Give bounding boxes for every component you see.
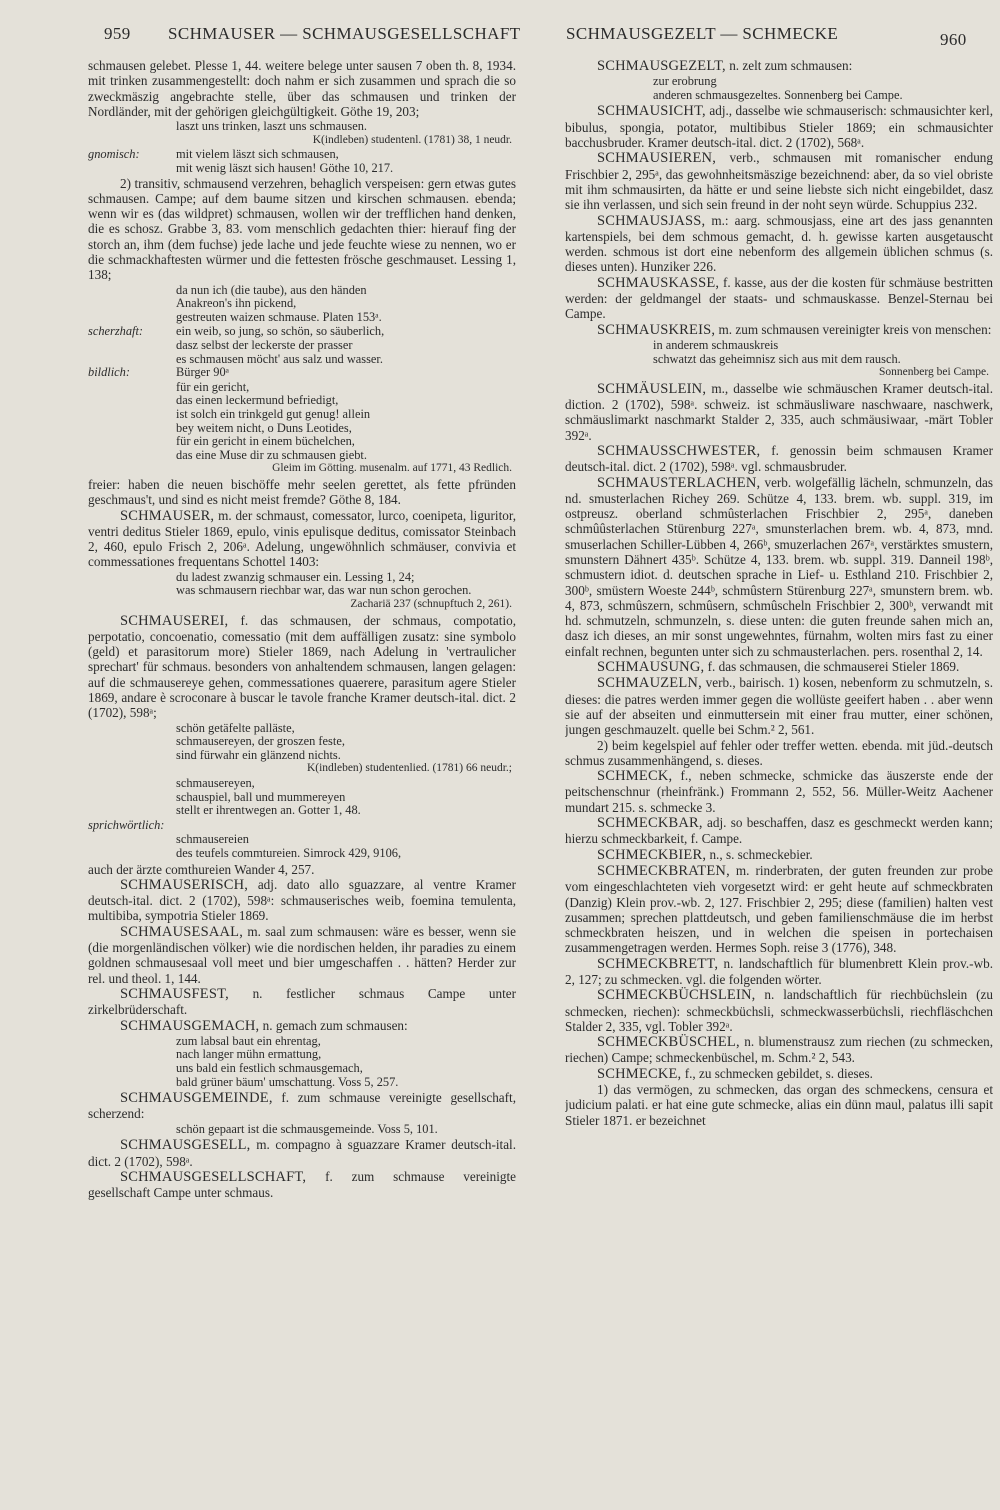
verse-line: Bürger 90ᵃ (176, 365, 230, 380)
entry-headword: SCHMAUSKREIS, (597, 321, 716, 338)
verse-line: für ein gericht in einem büchelchen, (176, 434, 355, 449)
verse-line: schauspiel, ball und mummereyen (176, 789, 346, 804)
entry-headword: SCHMAUSIEREN, (597, 150, 717, 167)
verse-line: ist solch ein trinkgeld gut genug! allein (176, 406, 371, 421)
entry-headword: SCHMECKBÜSCHEL, (597, 1034, 740, 1051)
verse-quote (565, 339, 993, 380)
entry-body: m. compagno à sguazzare Kramer deutsch-ital. dict. 2 (1702), 598ᵃ. (88, 1137, 516, 1169)
verse-line: laszt uns trinken, laszt uns schmausen. (176, 119, 367, 134)
dictionary-entry (565, 381, 993, 443)
verse-line: was schmausern riechbar war, das war nun schon gerochen. (176, 583, 472, 598)
entry-body: verb. wolgefällig lächeln, schmunzeln, das nd. smusterlachen Richey 269. Schütze 4, 133. brem. wb. suppl. 319, im ostpreusz. oberland schmûsterlachen Frischbier 2, 295ᵃ, daneben schmûûsterlachen Stürenburg 227ᵃ, smunsterlachen brem. wb. 4, 873, mnd. smuserlachen Schiller-Lübben 4, 266ᵇ, smuzerlachen 267ᵃ, verstärktes smustern, smunstern Dähnert 435ᵇ. Schütze 4, 133. brem. wb. suppl. 319. Danneil 198ᵇ, schmustern idiot. d. deutschen sprache in Lief- u. Esthland 210. Frischbier 2, 300ᵇ, smüstern Woeste 244ᵇ, schmûstern Stürenburg 227ᵃ, smunstern brem. wb. 4, 873, schmûszern, schmûsern, schmûscheln Frischbier 2, 300ᵇ, verwandt mit hd. schmutzeln, schmunzeln, s. diese unten: die guten freunde sahen mich an, dasz ich dieses, an mir sonst ungewehntes, fürnahm, wolten mirs fast zu einer einfalt rechnen, begunten unter sich zu schmausterlachen. pers. rosenthal 2, 14. (565, 474, 993, 659)
quote-source: Zachariä 237 (schnupftuch 2, 261). (350, 597, 512, 610)
entry-headword: SCHMECKBIER, (597, 846, 707, 863)
dictionary-entry (565, 150, 993, 212)
entry-headword: SCHMAUSGEZELT, (597, 58, 726, 74)
entry-text (88, 477, 516, 508)
dictionary-entry (88, 613, 516, 721)
entry-body: adj., dasselbe wie schmauserisch: schmausichter kerl, bibulus, spongia, potator, multibibus Stieler 1869; ein schmausichter bacchusbruder. Kramer deutsch-ital. dict. 2 (1702), 568ᵃ. (565, 103, 993, 151)
entry-headword: SCHMÄUSLEIN, (597, 380, 707, 397)
dictionary-entry (88, 508, 516, 570)
entry-body: f. zum schmause vereinigte gesellschaft Campe unter schmaus. (88, 1168, 516, 1201)
verse-quote (88, 284, 516, 325)
entry-body: f. das schmausen, der schmaus, compotatio, perpotatio, concoenatio, comessatio (mit dem auffälligen zusatz: sine symbolo (geld) et parasitorum more) Stieler 1869, nach Adelung in 'vertraulicher sprechart' für schmaus. besonders von anhaltendem schmausen, langen gelagen: auf die schmausereye gehen, commessationes quaerere, parasitum agere Stieler 1869, andare è scroconare à buscar le tavole franche Kramer deutsch-ital. dict. 2 (1702), 598ᵃ; (88, 612, 516, 721)
quote-source: Sonnenberg bei Campe. (879, 366, 989, 379)
verse-line: du ladest zwanzig schmauser ein. Lessing 1, 24; (176, 569, 415, 584)
usage-label: bildlich: (88, 365, 130, 380)
entry-body: verb., bairisch. 1) kosen, nebenform zu schmutzeln, s. dieses: die patres werden immer gegen die wollüste geeifert haben . . aber wenn sie auf der abseiten und einmuttersein mit einer frau mutter, einer schönen, jungen geschmauzelt. quelle bei Schm.² 2, 561. (565, 675, 993, 738)
verse-line: ein weib, so jung, so schön, so säuberlich, (176, 324, 385, 339)
verse-lines (176, 325, 516, 366)
entry-headword: SCHMECKBRETT, (597, 955, 719, 972)
usage-label: gnomisch: (88, 147, 140, 162)
dictionary-entry (565, 322, 993, 338)
entry-body: m. der schmaust, comessator, lurco, coenipeta, liguritor, ventri deditus Stieler 1869, epulo, vinis epulisque deditus, comissator Steinbach 2, 460, epulo Frisch 2, 206ᵃ. Adelung, ungewöhnlich schmäuser, convivia et commessationes frequentans Schottel 1403: (88, 507, 516, 570)
dictionary-entry (88, 877, 516, 924)
dictionary-entry (88, 924, 516, 986)
entry-headword: SCHMAUSGEMACH, (120, 1017, 260, 1034)
dictionary-entry (565, 213, 993, 275)
entry-body: m. saal zum schmausen: wäre es besser, wenn sie (die morgenländischen völker) wie die nordischen helden, ihr paradies zu einem goldnen schmausesaal voll meet und bier umgeschaffen . . hätten? Herder zur rel. und theol. 1, 144. (88, 923, 516, 986)
entry-headword: SCHMAUSTERLACHEN, (597, 474, 761, 491)
dictionary-entry (565, 847, 993, 863)
entry-body: adj. dato allo sguazzare, al ventre Kramer deutsch-ital. dict. 2 (1702), 598ᵃ: schmauserisches weib, foemina temulenta, multibiba, sympotria Stieler 1869. (88, 876, 516, 924)
labeled-quote (88, 325, 516, 366)
dictionary-entry (565, 675, 993, 737)
verse-quote (88, 722, 516, 776)
dictionary-entry (565, 987, 993, 1034)
entry-body: schmausen gelebet. Plesse 1, 44. weitere belege unter sausen 7 oben th. 8, 1934. mit trinken zusammengestellt: doch nahm er sich zusammen und sprach die so zweckmäszig angebrachte stelle, über das schmausen und trinken der Nordländer, mit der gehörigen gleichgültigkeit. Göthe 19, 203; (88, 58, 516, 119)
entry-body: freier: haben die neuen bischöffe mehr seelen gerettet, als fette pfründen geschmaus't, und sind es nicht meist fremde? Göthe 8, 184. (88, 476, 516, 508)
verse-line: stellt er ihrentwegen an. Gotter 1, 48. (176, 803, 361, 818)
verse-line: anderen schmausgezeltes. Sonnenberg bei Campe. (653, 87, 903, 102)
entry-body: auch der ärzte comthureien Wander 4, 257. (88, 861, 315, 877)
entry-body: 1) das vermögen, zu schmecken, das organ des schmeckens, censura et judicium palati. er hat eine gute schmecke, alias ein dünn maul, palatus illi sapit Stieler 1871. er bezeichnet (565, 1082, 993, 1128)
entry-headword: SCHMAUZELN, (597, 675, 702, 692)
verse-lines (176, 148, 516, 175)
entry-text (88, 176, 516, 283)
entry-body: m. rinderbraten, der guten freunden zur probe vom eingeschlachteten vieh vorgesetzt wird: er geht heute auf schmeckbraten (Danzig) Klein prov.-wb. 2, 127. Frischbier 2, 295; diese (familien) halten vest zusammen; sprechen plattdeutsch, und geben familienschmäuse die im herbst schmeckbraten heiszen, und in welchen die speisen in portechaisen zusammengetragen werden. Hermes Soph. reise 3 (1776), 348. (565, 862, 993, 956)
dictionary-entry (565, 1066, 993, 1082)
entry-headword: SCHMECK, (597, 768, 673, 785)
entry-body: n., s. schmeckebier. (709, 846, 813, 862)
verse-line: zum labsal baut ein ehrentag, (176, 1033, 321, 1048)
dictionary-entry (565, 275, 993, 322)
verse-quote (88, 833, 516, 860)
verse-quote (88, 571, 516, 612)
entry-headword: SCHMECKBAR, (597, 815, 703, 832)
entry-headword: SCHMAUSESAAL, (120, 923, 244, 940)
running-title-right: SCHMAUSGEZELT — SCHMECKE (566, 24, 839, 43)
entry-body: verb., schmausen mit romanischer endung Frischbier 2, 295ᵃ, das gewohnheitsmäszige bezeichnend: aber, da so viel obriste mit ihm schmausirten, da hätte er und seine liebste sich nicht eingebildet, dasz sie ihn verlassen, und sich sein freund in der noht seyn würde. Schuppius 232. (565, 150, 993, 213)
verse-line: sind fürwahr ein glänzend nichts. (176, 747, 341, 762)
quote-source: K(indleben) studentenlied. (1781) 66 neudr.; (306, 762, 512, 775)
page-number-left: 959 (104, 24, 131, 43)
entry-headword: SCHMAUSER, (120, 507, 215, 524)
entry-headword: SCHMAUSSCHWESTER, (597, 442, 761, 459)
verse-line: gestreuten waizen schmause. Platen 153ᵃ. (176, 309, 382, 324)
entry-headword: SCHMAUSFEST, (120, 985, 229, 1002)
right-column (565, 58, 993, 1498)
verse-quote (88, 381, 516, 476)
entry-body: 2) beim kegelspiel auf fehler oder treffer wetten. ebenda. mit jüd.-deutsch schmus zusammenhängend, s. dieses. (565, 737, 993, 768)
entry-body: adj. so beschaffen, dasz es geschmeckt werden kann; hierzu schmeckbarkeit, f. Campe. (565, 815, 993, 847)
dictionary-entry (565, 475, 993, 660)
verse-lines (176, 819, 516, 833)
dictionary-entry (88, 1169, 516, 1201)
entry-body: m.: aarg. schmousjass, eine art des jass genannten kartenspiels, bei dem schmous gemacht, d. h. gewisse karten ausgetauscht werden. schmous ist dort eine nebenform des allgemein üblichen schmus (s. dieses unten). Hunziker 226. (565, 212, 993, 275)
entry-body: 2) transitiv, schmausend verzehren, behaglich verspeisen: gern etwas gutes schmausen. Campe; auf dem baume sitzen und kirschen schmausen. ebenda; wenn wir es (das wildpret) schmausen, wollen wir der trefflichen hand denken, die es schosz. Grabbe 3, 83. vom menschlich gedachten thier: hierauf fing der storch an, ihm (dem fuchse) jede lache und jede feuchte wiese zu nennen, wo er die schmackhaftesten würmer und die fettesten frösche geschmauset. Lessing 1, 138; (88, 175, 516, 283)
verse-line: schmausereyen, der groszen feste, (176, 734, 345, 749)
dictionary-entry (565, 768, 993, 815)
verse-line: zur erobrung (653, 74, 717, 89)
verse-line: mit wenig läszt sich hausen! Göthe 10, 217. (176, 160, 394, 175)
entry-body: n. landschaftlich für riechbüchslein (zu schmecken, riechen): schmeckbüchsli, schmeckwasserbüchsli, riechfläschchen Stalder 2, 335, vgl. Tobler 392ᵃ. (565, 987, 993, 1034)
verse-line: dasz selbst der leckerste der prasser (176, 338, 353, 353)
dictionary-entry (88, 1018, 516, 1034)
entry-body: n. landschaftlich für blumenbrett Klein prov.-wb. 2, 127; zu schmecken. vgl. die folgenden wörter. (565, 955, 993, 987)
verse-line: Anakreon's ihn pickend, (176, 296, 297, 311)
entry-text (88, 58, 516, 119)
dictionary-entry (88, 1090, 516, 1122)
entry-headword: SCHMECKBRATEN, (597, 862, 730, 879)
labeled-quote (88, 819, 516, 833)
entry-body: f. das schmausen, die schmauserei Stieler 1869. (707, 659, 960, 675)
entry-headword: SCHMAUSEREI, (120, 612, 229, 629)
entry-headword: SCHMAUSKASSE, (597, 274, 720, 291)
verse-line: in anderem schmauskreis (653, 337, 779, 352)
verse-quote (88, 120, 516, 147)
entry-body: n. zelt zum schmausen: (729, 58, 853, 73)
entry-headword: SCHMAUSGEMEINDE, (120, 1090, 273, 1107)
entry-headword: SCHMAUSUNG, (597, 659, 705, 676)
dictionary-entry (565, 58, 993, 74)
dictionary-entry (88, 1137, 516, 1169)
verse-line: schön gepaart ist die schmausgemeinde. Voss 5, 101. (176, 1121, 438, 1136)
verse-quote (88, 1035, 516, 1089)
dictionary-entry (565, 815, 993, 847)
dictionary-entry (565, 1034, 993, 1066)
entry-body: n. gemach zum schmausen: (262, 1017, 408, 1033)
dictionary-entry (565, 956, 993, 988)
entry-text (88, 862, 516, 877)
entry-text (565, 1082, 993, 1128)
verse-line: schwatzt das geheimnisz sich aus mit dem rausch. (653, 351, 901, 366)
dictionary-entry (565, 103, 993, 150)
labeled-quote (88, 148, 516, 175)
verse-quote (88, 1123, 516, 1137)
entry-headword: SCHMAUSGESELL, (120, 1137, 251, 1154)
verse-line: mit vielem läszt sich schmausen, (176, 147, 339, 162)
verse-quote (565, 75, 993, 102)
verse-line: schön getäfelte palläste, (176, 720, 295, 735)
entry-body: f., zu schmecken gebildet, s. dieses. (684, 1065, 873, 1081)
entry-headword: SCHMAUSJASS, (597, 212, 706, 229)
running-title-left: SCHMAUSER — SCHMAUSGESELLSCHAFT (168, 24, 521, 43)
usage-label: sprichwörtlich: (88, 817, 165, 832)
entry-body: f. zum schmause vereinigte gesellschaft, scherzend: (88, 1090, 516, 1122)
entry-text (565, 738, 993, 769)
entry-body: f., neben schmecke, schmicke das äuszerste ende der peitschenschnur (rheinfränk.) Frommann 2, 552, 56. Müller-Weitz Aachener mundart 215. s. schmecke 3. (565, 768, 993, 815)
left-column (88, 58, 516, 1498)
entry-body: m. zum schmausen vereinigter kreis von menschen: (718, 321, 992, 337)
entry-body: n. festlicher schmaus Campe unter zirkelbrüderschaft. (88, 985, 516, 1018)
verse-line: schmausereien (176, 832, 249, 847)
entry-headword: SCHMAUSERISCH, (120, 876, 249, 893)
verse-line: bey weitem nicht, o Duns Leotides, (176, 420, 352, 435)
entry-body: m., dasselbe wie schmäuschen Kramer deutsch-ital. diction. 2 (1702), 598ᵃ. schweiz. ist schmäusliware naschwaare, naschwerk, schmäuslimarkt naschmarkt Stalder 2, 335, auch schmäusiwaar, -märt Tobler 392ᵃ. (565, 380, 993, 443)
entry-body: f. genossin beim schmausen Kramer deutsch-ital. dict. 2 (1702), 598ᵃ. vgl. schmausbruder. (565, 442, 993, 475)
entry-headword: SCHMECKBÜCHSLEIN, (597, 987, 756, 1004)
quote-source: K(indleben) studentenl. (1781) 38, 1 neudr. (312, 133, 512, 146)
entry-body: n. blumenstrausz zum riechen (zu schmecken, riechen) Campe; schmeckenbüschel, m. Schm.² 2, 543. (565, 1034, 993, 1066)
dictionary-entry (565, 659, 993, 675)
verse-line: da nun ich (die taube), aus den händen (176, 282, 367, 297)
entry-headword: SCHMAUSGESELLSCHAFT, (120, 1168, 307, 1185)
entry-headword: SCHMAUSICHT, (597, 103, 706, 120)
verse-line: das einen leckermund befriedigt, (176, 393, 339, 408)
verse-line: uns bald ein festlich schmausgemach, (176, 1060, 363, 1075)
running-header (0, 20, 1000, 50)
dictionary-entry (565, 863, 993, 956)
labeled-quote (88, 366, 516, 380)
verse-line: das eine Muse dir zu schmausen giebt. (176, 447, 367, 462)
verse-line: des teufels commtureien. Simrock 429, 9106, (176, 845, 402, 860)
dictionary-entry (565, 443, 993, 475)
verse-line: es schmausen möcht' aus salz und wasser. (176, 351, 383, 366)
dictionary-entry (88, 986, 516, 1018)
verse-line: schmausereyen, (176, 775, 255, 790)
quote-source: Gleim im Götting. musenalm. auf 1771, 43 Redlich. (272, 462, 512, 475)
verse-quote (88, 777, 516, 818)
entry-body: f. kasse, aus der die kosten für schmäuse bestritten werden: der geldmangel der staats- und schmauskasse. Benzel-Sternau bei Campe. (565, 274, 993, 322)
usage-label: scherzhaft: (88, 324, 144, 339)
verse-line: nach langer mühn ermattung, (176, 1047, 322, 1062)
verse-line: für ein gericht, (176, 379, 250, 394)
verse-line: bald grüner bäum' umschattung. Voss 5, 257. (176, 1074, 399, 1089)
page-number-right: 960 (940, 30, 967, 49)
verse-lines (176, 366, 516, 380)
entry-headword: SCHMECKE, (597, 1065, 682, 1082)
